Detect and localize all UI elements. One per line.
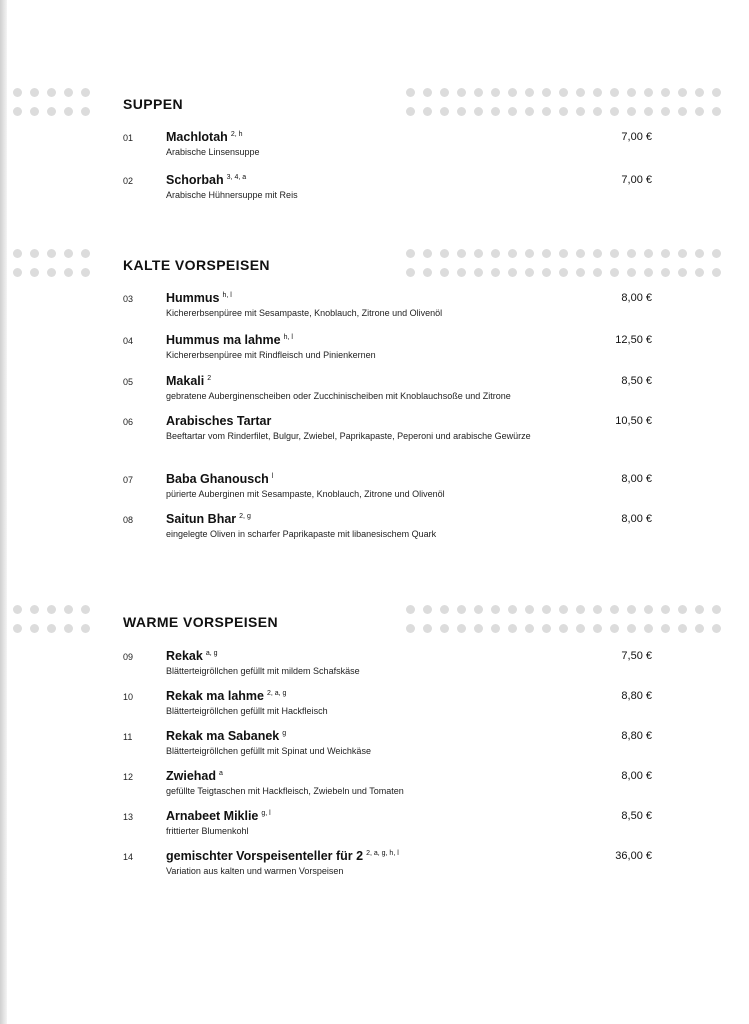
item-name-wrap	[166, 374, 211, 388]
dot-icon	[678, 605, 687, 614]
item-price: 8,00 €	[621, 770, 652, 782]
dot-icon	[457, 88, 466, 97]
dot-icon	[13, 107, 22, 116]
dot-icon	[661, 624, 670, 633]
dot-icon	[678, 249, 687, 258]
item-description: gefüllte Teigtaschen mit Hackfleisch, Zwiebeln und Tomaten	[166, 786, 404, 796]
dot-icon	[559, 249, 568, 258]
dot-icon	[525, 249, 534, 258]
item-allergens: 2, g	[239, 513, 251, 520]
item-name: Rekak	[166, 649, 203, 663]
dot-icon	[491, 605, 500, 614]
dot-icon	[474, 268, 483, 277]
dots-decoration-right	[406, 107, 721, 116]
dot-icon	[525, 107, 534, 116]
section-title: SUPPEN	[123, 96, 183, 112]
item-description: Blätterteigröllchen gefüllt mit mildem Schafskäse	[166, 666, 360, 676]
item-description: eingelegte Oliven in scharfer Paprikapaste mit libanesischem Quark	[166, 529, 437, 539]
item-name: Hummus ma lahme	[166, 333, 281, 347]
dots-decoration-left	[13, 88, 90, 97]
item-number: 09	[123, 652, 134, 662]
dot-icon	[457, 249, 466, 258]
item-name-wrap	[166, 729, 286, 743]
dots-decoration-right	[406, 88, 721, 97]
dot-icon	[47, 107, 56, 116]
dot-icon	[81, 107, 90, 116]
dot-icon	[423, 249, 432, 258]
dot-icon	[644, 107, 653, 116]
dot-icon	[474, 249, 483, 258]
item-allergens: 2, h	[230, 131, 243, 138]
dot-icon	[542, 88, 551, 97]
dots-decoration-left	[13, 107, 90, 116]
dot-icon	[13, 88, 22, 97]
dot-icon	[576, 624, 585, 633]
dot-icon	[559, 605, 568, 614]
item-name: Zwiehad	[166, 769, 217, 783]
dot-icon	[406, 249, 415, 258]
dot-icon	[593, 88, 602, 97]
item-price: 8,80 €	[621, 690, 652, 702]
dots-decoration-left	[13, 605, 90, 614]
item-price: 8,50 €	[621, 375, 652, 387]
item-price: 8,50 €	[621, 810, 652, 822]
dot-icon	[64, 605, 73, 614]
item-allergens: 2, a, g	[266, 690, 287, 697]
item-name-wrap	[166, 130, 243, 144]
dot-icon	[457, 624, 466, 633]
dot-icon	[423, 88, 432, 97]
dot-icon	[13, 605, 22, 614]
dot-icon	[678, 268, 687, 277]
dot-icon	[491, 88, 500, 97]
dot-icon	[695, 624, 704, 633]
dot-icon	[559, 88, 568, 97]
dot-icon	[508, 268, 517, 277]
dot-icon	[30, 624, 39, 633]
dot-icon	[457, 107, 466, 116]
item-description: Blätterteigröllchen gefüllt mit Hackfleisch	[166, 706, 328, 716]
dot-icon	[81, 624, 90, 633]
dot-icon	[30, 605, 39, 614]
item-number: 02	[123, 176, 134, 186]
dot-icon	[508, 107, 517, 116]
dot-icon	[525, 88, 534, 97]
item-name: Hummus	[166, 291, 220, 305]
dot-icon	[627, 268, 636, 277]
dot-icon	[610, 88, 619, 97]
dot-icon	[695, 268, 704, 277]
dot-icon	[508, 624, 517, 633]
dot-icon	[525, 268, 534, 277]
dot-icon	[13, 624, 22, 633]
item-number: 06	[123, 417, 134, 427]
item-price: 36,00 €	[615, 850, 652, 862]
dot-icon	[13, 249, 22, 258]
dot-icon	[47, 249, 56, 258]
dot-icon	[406, 605, 415, 614]
dot-icon	[712, 249, 721, 258]
item-allergens: g	[282, 730, 287, 737]
item-name: Makali	[166, 374, 205, 388]
dot-icon	[47, 605, 56, 614]
section-title: WARME VORSPEISEN	[123, 614, 278, 630]
item-name-wrap	[166, 689, 286, 703]
dots-decoration-right	[406, 268, 721, 277]
dot-icon	[678, 107, 687, 116]
item-name-wrap	[166, 472, 273, 486]
item-number: 13	[123, 812, 134, 822]
dots-decoration-left	[13, 268, 90, 277]
dot-icon	[712, 268, 721, 277]
item-number: 04	[123, 336, 134, 346]
item-price: 8,00 €	[621, 292, 652, 304]
dot-icon	[542, 268, 551, 277]
dot-icon	[440, 268, 449, 277]
dot-icon	[712, 107, 721, 116]
dot-icon	[47, 268, 56, 277]
dot-icon	[64, 107, 73, 116]
item-name-wrap	[166, 414, 271, 428]
dot-icon	[30, 249, 39, 258]
dot-icon	[695, 107, 704, 116]
dot-icon	[423, 605, 432, 614]
item-name: Baba Ghanousch	[166, 472, 269, 486]
dot-icon	[627, 624, 636, 633]
dot-icon	[47, 624, 56, 633]
dot-icon	[81, 268, 90, 277]
dot-icon	[542, 624, 551, 633]
item-name-wrap	[166, 173, 246, 187]
dot-icon	[559, 624, 568, 633]
item-name: Machlotah	[166, 130, 228, 144]
dot-icon	[678, 88, 687, 97]
item-price: 8,80 €	[621, 730, 652, 742]
dot-icon	[559, 268, 568, 277]
item-description: Kichererbsenpüree mit Rindfleisch und Pinienkernen	[166, 350, 376, 360]
dot-icon	[440, 605, 449, 614]
item-allergens: h, l	[283, 334, 293, 341]
item-number: 11	[123, 732, 133, 742]
dot-icon	[64, 268, 73, 277]
item-number: 08	[123, 515, 134, 525]
dot-icon	[525, 624, 534, 633]
dots-decoration-right	[406, 249, 721, 258]
item-name-wrap	[166, 649, 218, 663]
dot-icon	[712, 605, 721, 614]
item-name: Rekak ma Sabanek	[166, 729, 280, 743]
dot-icon	[474, 605, 483, 614]
dot-icon	[559, 107, 568, 116]
dot-icon	[64, 88, 73, 97]
dot-icon	[627, 88, 636, 97]
dot-icon	[542, 605, 551, 614]
item-price: 7,00 €	[621, 174, 652, 186]
item-number: 03	[123, 294, 134, 304]
dot-icon	[576, 605, 585, 614]
item-price: 10,50 €	[615, 415, 652, 427]
item-description: Arabische Hühnersuppe mit Reis	[166, 190, 298, 200]
dots-decoration-left	[13, 249, 90, 258]
item-description: Arabische Linsensuppe	[166, 147, 260, 157]
dot-icon	[423, 107, 432, 116]
item-name: Rekak ma lahme	[166, 689, 264, 703]
dot-icon	[474, 107, 483, 116]
dot-icon	[47, 88, 56, 97]
dot-icon	[593, 268, 602, 277]
dot-icon	[406, 88, 415, 97]
dot-icon	[13, 268, 22, 277]
item-number: 14	[123, 852, 134, 862]
dot-icon	[508, 605, 517, 614]
item-price: 12,50 €	[615, 334, 652, 346]
dot-icon	[661, 268, 670, 277]
dots-decoration-right	[406, 624, 721, 633]
item-name-wrap	[166, 291, 232, 305]
dot-icon	[542, 249, 551, 258]
dot-icon	[576, 88, 585, 97]
item-name-wrap	[166, 849, 399, 863]
dot-icon	[542, 107, 551, 116]
dot-icon	[406, 107, 415, 116]
item-name-wrap	[166, 809, 271, 823]
dot-icon	[440, 107, 449, 116]
dot-icon	[508, 249, 517, 258]
item-name-wrap	[166, 769, 223, 783]
dot-icon	[661, 249, 670, 258]
dot-icon	[30, 268, 39, 277]
item-number: 05	[123, 377, 134, 387]
dot-icon	[644, 605, 653, 614]
dot-icon	[610, 605, 619, 614]
item-description: Variation aus kalten und warmen Vorspeisen	[166, 866, 344, 876]
dot-icon	[64, 249, 73, 258]
item-allergens: 3, 4, a	[226, 174, 247, 181]
dot-icon	[474, 624, 483, 633]
item-allergens: a	[219, 770, 223, 777]
dot-icon	[474, 88, 483, 97]
dot-icon	[491, 624, 500, 633]
dot-icon	[712, 624, 721, 633]
dot-icon	[30, 88, 39, 97]
item-description: frittierter Blumenkohl	[166, 826, 249, 836]
item-allergens: 2, a, g, h, l	[366, 850, 399, 857]
dot-icon	[644, 88, 653, 97]
item-description: Kichererbsenpüree mit Sesampaste, Knoblauch, Zitrone und Olivenöl	[166, 308, 443, 318]
item-price: 7,00 €	[621, 131, 652, 143]
dot-icon	[695, 605, 704, 614]
dot-icon	[661, 107, 670, 116]
dot-icon	[593, 107, 602, 116]
dot-icon	[440, 249, 449, 258]
item-description: Blätterteigröllchen gefüllt mit Spinat und Weichkäse	[166, 746, 371, 756]
item-number: 12	[123, 772, 134, 782]
item-allergens: a, g	[205, 650, 218, 657]
dot-icon	[30, 107, 39, 116]
item-number: 07	[123, 475, 134, 485]
dot-icon	[423, 624, 432, 633]
dot-icon	[440, 88, 449, 97]
item-allergens: g, l	[261, 810, 271, 817]
dot-icon	[627, 107, 636, 116]
dot-icon	[644, 268, 653, 277]
item-name: Arnabeet Miklie	[166, 809, 259, 823]
dot-icon	[576, 107, 585, 116]
dot-icon	[406, 624, 415, 633]
section-title: KALTE VORSPEISEN	[123, 257, 270, 273]
item-number: 01	[123, 133, 134, 143]
dot-icon	[610, 107, 619, 116]
dot-icon	[712, 88, 721, 97]
dot-icon	[610, 624, 619, 633]
dot-icon	[423, 268, 432, 277]
item-price: 8,00 €	[621, 513, 652, 525]
item-description: pürierte Auberginen mit Sesampaste, Knoblauch, Zitrone und Olivenöl	[166, 489, 445, 499]
dot-icon	[593, 605, 602, 614]
dot-icon	[695, 88, 704, 97]
dot-icon	[593, 249, 602, 258]
dot-icon	[661, 605, 670, 614]
dot-icon	[525, 605, 534, 614]
dot-icon	[457, 268, 466, 277]
dot-icon	[491, 249, 500, 258]
item-price: 8,00 €	[621, 473, 652, 485]
dot-icon	[593, 624, 602, 633]
dot-icon	[644, 249, 653, 258]
dot-icon	[64, 624, 73, 633]
item-name: Schorbah	[166, 173, 224, 187]
dot-icon	[491, 268, 500, 277]
item-description: gebratene Auberginenscheiben oder Zucchinischeiben mit Knoblauchsoße und Zitrone	[166, 391, 511, 401]
dot-icon	[406, 268, 415, 277]
dot-icon	[610, 249, 619, 258]
dot-icon	[491, 107, 500, 116]
dot-icon	[627, 249, 636, 258]
item-name-wrap	[166, 512, 251, 526]
dot-icon	[627, 605, 636, 614]
dot-icon	[610, 268, 619, 277]
item-price: 7,50 €	[621, 650, 652, 662]
dots-decoration-right	[406, 605, 721, 614]
dot-icon	[695, 249, 704, 258]
dot-icon	[81, 249, 90, 258]
item-name-wrap	[166, 333, 293, 347]
item-allergens: 2	[207, 375, 212, 382]
item-name: Saitun Bhar	[166, 512, 237, 526]
dot-icon	[678, 624, 687, 633]
page-edge-shadow	[0, 0, 7, 1024]
item-description: Beeftartar vom Rinderfilet, Bulgur, Zwiebel, Paprikapaste, Peperoni und arabische Gewürze	[166, 431, 531, 441]
dot-icon	[661, 88, 670, 97]
dot-icon	[81, 88, 90, 97]
item-name: gemischter Vorspeisenteller für 2	[166, 849, 364, 863]
dots-decoration-left	[13, 624, 90, 633]
item-allergens: l	[271, 473, 274, 480]
dot-icon	[81, 605, 90, 614]
dot-icon	[508, 88, 517, 97]
dot-icon	[576, 268, 585, 277]
item-name: Arabisches Tartar	[166, 414, 272, 428]
dot-icon	[644, 624, 653, 633]
dot-icon	[457, 605, 466, 614]
dot-icon	[440, 624, 449, 633]
dot-icon	[576, 249, 585, 258]
item-allergens: h, l	[222, 292, 232, 299]
item-number: 10	[123, 692, 134, 702]
